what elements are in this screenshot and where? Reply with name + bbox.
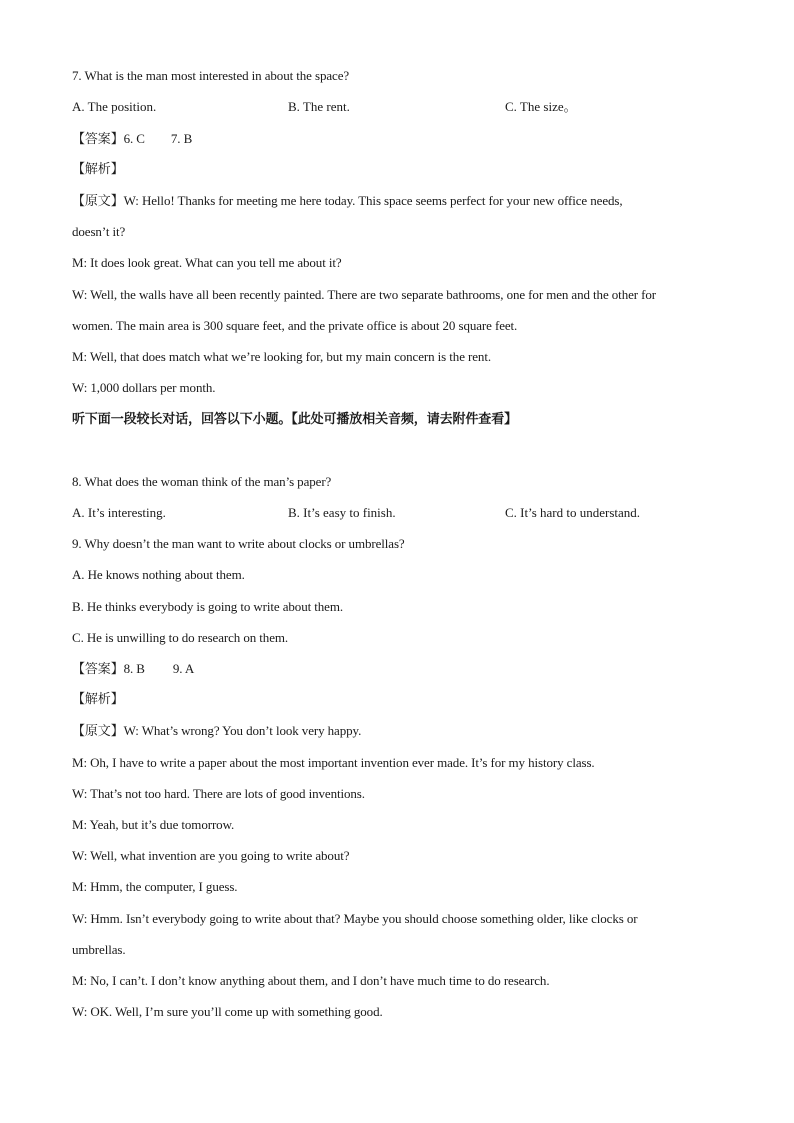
transcript-label: 【原文】 <box>72 194 124 209</box>
q7-option-a: A. The position. <box>72 99 157 114</box>
answer-7: 7. B <box>170 131 193 146</box>
transcript-2-line-5: W: Well, what invention are you going to write about? <box>72 848 350 863</box>
q7-option-b: B. The rent. <box>288 99 350 114</box>
analysis-label-1: 【解析】 <box>72 162 124 177</box>
q8-option-a: A. It’s interesting. <box>72 505 166 520</box>
transcript-1-line-6: M: Well, that does match what we’re looking for, but my main concern is the rent. <box>72 349 491 364</box>
answer-label: 【答案】 <box>72 132 124 147</box>
q8-option-b: B. It’s easy to finish. <box>288 505 396 520</box>
transcript-1-line-1 <box>72 193 623 210</box>
transcript-2-line-4: M: Yeah, but it’s due tomorrow. <box>72 817 235 832</box>
answer-label: 【答案】 <box>72 662 124 677</box>
analysis-label-2: 【解析】 <box>72 692 124 707</box>
transcript-1-text: W: Hello! Thanks for meeting me here today. This space seems perfect for your new office needs, <box>123 193 623 208</box>
q8-option-c: C. It’s hard to understand. <box>505 505 641 520</box>
q9-option-b: B. He thinks everybody is going to write about them. <box>72 599 344 614</box>
transcript-2-line-8: umbrellas. <box>72 942 126 957</box>
transcript-2-line-6: M: Hmm, the computer, I guess. <box>72 879 238 894</box>
transcript-label: 【原文】 <box>72 724 124 739</box>
transcript-2-line-1 <box>72 723 361 740</box>
answer-block-1 <box>72 131 192 148</box>
q9-option-a: A. He knows nothing about them. <box>72 567 245 582</box>
answer-9: 9. A <box>172 661 195 676</box>
section-instruction: 听下面一段较长对话，回答以下小题。【此处可播放相关音频，请去附件查看】 <box>72 412 518 427</box>
transcript-2-line-10: W: OK. Well, I’m sure you’ll come up with something good. <box>72 1004 383 1019</box>
q7-option-c: C. The size。 <box>505 99 577 114</box>
transcript-1-line-3: M: It does look great. What can you tell me about it? <box>72 255 342 270</box>
q9-option-c: C. He is unwilling to do research on them. <box>72 630 289 645</box>
transcript-2-text: W: What’s wrong? You don’t look very happy. <box>123 723 362 738</box>
answer-block-2 <box>72 661 194 678</box>
answer-6: 6. C <box>123 131 145 146</box>
transcript-2-line-3: W: That’s not too hard. There are lots of good inventions. <box>72 786 365 801</box>
transcript-1-line-4: W: Well, the walls have all been recently painted. There are two separate bathrooms, one for men and the other for <box>72 287 656 302</box>
question-9: 9. Why doesn’t the man want to write about clocks or umbrellas? <box>72 536 405 551</box>
transcript-1-line-5: women. The main area is 300 square feet, and the private office is about 20 square feet. <box>72 318 518 333</box>
transcript-1-line-7: W: 1,000 dollars per month. <box>72 380 216 395</box>
transcript-2-line-7: W: Hmm. Isn’t everybody going to write about that? Maybe you should choose something older, like clocks or <box>72 911 638 926</box>
transcript-2-line-9: M: No, I can’t. I don’t know anything about them, and I don’t have much time to do research. <box>72 973 550 988</box>
question-7: 7. What is the man most interested in about the space? <box>72 68 350 83</box>
answer-8: 8. B <box>123 661 145 676</box>
question-8: 8. What does the woman think of the man’s paper? <box>72 474 332 489</box>
transcript-1-line-2: doesn’t it? <box>72 224 126 239</box>
transcript-2-line-2: M: Oh, I have to write a paper about the most important invention ever made. It’s for my history class. <box>72 755 595 770</box>
